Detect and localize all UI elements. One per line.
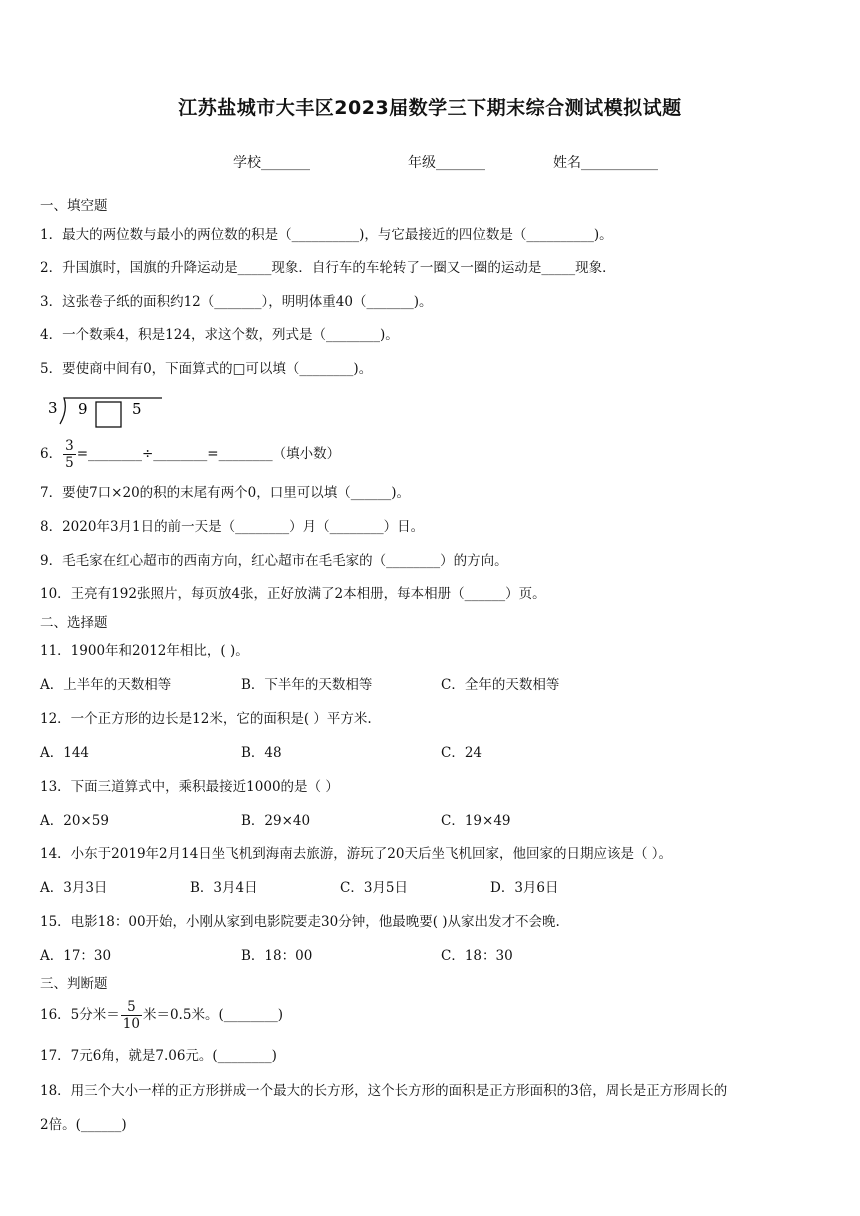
- q13-option-c: C．19×49: [441, 813, 511, 829]
- question-18-line-2: 2倍。(______): [40, 1117, 127, 1133]
- q14-option-c: C．3月5日: [340, 880, 409, 896]
- question-4: 4．一个数乘4，积是124，求这个数，列式是（________)。: [40, 327, 399, 343]
- question-9: 9．毛毛家在红心超市的西南方向，红心超市在毛毛家的（________）的方向。: [40, 553, 508, 569]
- question-2: 2．升国旗时，国旗的升降运动是_____现象．自行车的车轮转了一圈又一圈的运动是_____现象．: [40, 260, 616, 276]
- question-6: [40, 437, 340, 471]
- question-8: 8．2020年3月1日的前一天是（________）月（________）日。: [40, 519, 425, 535]
- fraction-3-5: [63, 438, 76, 471]
- grade-field: 年级_______: [408, 155, 485, 171]
- q15-option-a: A．17：30: [40, 948, 112, 964]
- long-division-figure: [44, 394, 164, 430]
- school-field: 学校_______: [233, 155, 310, 171]
- q12-option-a: A．144: [40, 745, 90, 761]
- blank-box: [96, 402, 121, 427]
- q13-option-b: B．29×40: [241, 813, 311, 829]
- q11-option-a: A．上半年的天数相等: [40, 677, 172, 693]
- question-11: 11．1900年和2012年相比，( )。: [40, 643, 249, 659]
- q14-option-d: D．3月6日: [490, 880, 559, 896]
- q12-option-b: B．48: [241, 745, 282, 761]
- question-6-prefix: 6．: [40, 446, 63, 462]
- question-16-prefix: 16．5分米＝: [40, 1007, 120, 1023]
- question-16-rest: 米＝0.5米。(________): [142, 1007, 283, 1023]
- dividend-digit-3: 5: [132, 400, 142, 418]
- question-18-line-1: 18．用三个大小一样的正方形拼成一个最大的长方形，这个长方形的面积是正方形面积的3倍，周长是正方形周长的: [40, 1083, 728, 1099]
- q15-option-c: C．18：30: [441, 948, 513, 964]
- section-true-false: 三、判断题: [40, 976, 108, 992]
- dividend-digit-1: 9: [78, 400, 88, 418]
- question-7: 7．要使7口×20的积的末尾有两个0，口里可以填（______)。: [40, 485, 411, 501]
- q13-option-a: A．20×59: [40, 813, 109, 829]
- question-1: 1．最大的两位数与最小的两位数的积是（__________)，与它最接近的四位数是（__________)。: [40, 227, 613, 243]
- question-17: 17．7元6角，就是7.06元。(________): [40, 1048, 277, 1064]
- q14-option-a: A．3月3日: [40, 880, 108, 896]
- section-multiple-choice: 二、选择题: [40, 615, 108, 631]
- page-title: 江苏盐城市大丰区2023届数学三下期末综合测试模拟试题: [178, 97, 682, 119]
- question-6-rest: =________÷________=________（填小数）: [76, 446, 341, 462]
- q12-option-c: C．24: [441, 745, 483, 761]
- q11-option-c: C．全年的天数相等: [441, 677, 560, 693]
- question-5: 5．要使商中间有0，下面算式的□可以填（________)。: [40, 361, 373, 377]
- question-10: 10．王亮有192张照片，每页放4张，正好放满了2本相册，每本相册（______）页。: [40, 586, 546, 602]
- q15-option-b: B．18：00: [241, 948, 313, 964]
- question-15: 15．电影18：00开始，小刚从家到电影院要走30分钟，他最晚要( )从家出发才不会晚.: [40, 914, 560, 930]
- q14-option-b: B．3月4日: [190, 880, 258, 896]
- question-13: 13．下面三道算式中，乘积最接近1000的是（ ）: [40, 779, 339, 795]
- fraction-5-10: [121, 999, 142, 1032]
- divisor-digit: 3: [48, 399, 58, 417]
- question-12: 12．一个正方形的边长是12米，它的面积是( ）平方米.: [40, 711, 372, 727]
- question-14: 14．小东于2019年2月14日坐飞机到海南去旅游，游玩了20天后坐飞机回家，他回家的日期应该是（ ）。: [40, 846, 673, 862]
- question-16: [40, 998, 283, 1032]
- name-field: 姓名___________: [553, 155, 658, 171]
- fraction-numerator: 5: [121, 999, 142, 1016]
- question-3: 3．这张卷子纸的面积约12（_______），明明体重40（_______)。: [40, 294, 433, 310]
- fraction-denominator: 5: [65, 455, 74, 471]
- fraction-denominator: 10: [122, 1016, 140, 1032]
- section-fill-blank: 一、填空题: [40, 198, 108, 214]
- q11-option-b: B．下半年的天数相等: [241, 677, 373, 693]
- fraction-numerator: 3: [65, 438, 74, 454]
